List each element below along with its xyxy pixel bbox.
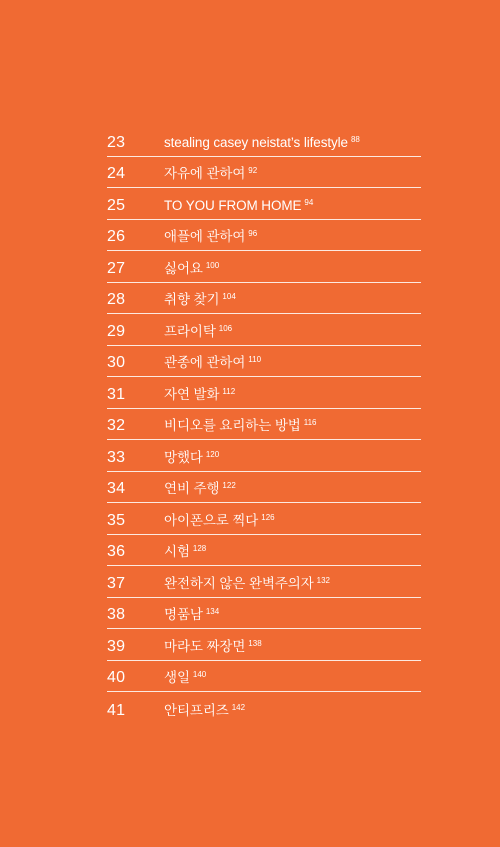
toc-entry — [107, 220, 421, 252]
entry-title-group — [164, 510, 275, 528]
entry-title-group — [164, 195, 313, 213]
entry-number: 32 — [107, 417, 126, 434]
entry-title: stealing casey neistat’s lifestyle — [164, 134, 348, 150]
entry-title: 취향 찾기 — [164, 292, 220, 307]
entry-number: 33 — [107, 448, 126, 466]
toc-entry — [107, 377, 421, 409]
toc-entry — [107, 440, 421, 472]
entry-number: 30 — [107, 354, 126, 371]
entry-title: 시험 — [164, 544, 190, 559]
entry-page-number: 138 — [248, 638, 262, 648]
entry-title: 생일 — [164, 670, 190, 685]
toc-entry — [107, 692, 421, 724]
entry-number: 28 — [107, 291, 126, 308]
entry-number: 26 — [107, 228, 126, 245]
entry-title-group — [164, 258, 219, 276]
entry-title: 자연 발화 — [164, 386, 220, 402]
entry-title: 비디오를 요리하는 방법 — [164, 418, 301, 433]
entry-title: 명품남 — [164, 607, 203, 622]
toc-entry — [107, 598, 421, 630]
toc-entry — [107, 503, 421, 535]
entry-number: 23 — [107, 133, 126, 151]
entry-number: 34 — [107, 480, 126, 497]
entry-page-number: 104 — [222, 292, 236, 301]
entry-title: 망했다 — [164, 449, 203, 465]
entry-title: 애플에 관하여 — [164, 229, 246, 244]
entry-number: 24 — [107, 165, 126, 182]
entry-title: 자유에 관하여 — [164, 166, 246, 181]
entry-number: 29 — [107, 322, 126, 340]
entry-title: TO YOU FROM HOME — [164, 197, 302, 213]
entry-title-group — [164, 478, 236, 496]
entry-number: 36 — [107, 543, 126, 560]
entry-title: 안티프리즈 — [164, 702, 229, 718]
toc-entry — [107, 346, 421, 378]
entry-title: 관종에 관하여 — [164, 355, 246, 370]
toc-entry — [107, 314, 421, 346]
entry-page-number: 112 — [222, 386, 236, 396]
entry-title-group — [164, 352, 261, 370]
toc-entry — [107, 472, 421, 504]
entry-page-number: 94 — [304, 197, 314, 207]
entry-number: 40 — [107, 669, 126, 686]
entry-title: 프라이탁 — [164, 323, 216, 339]
entry-page-number: 140 — [192, 670, 207, 679]
entry-title-group — [164, 289, 236, 307]
table-of-contents — [107, 125, 421, 724]
entry-title-group — [164, 226, 257, 244]
entry-title-group — [164, 132, 360, 150]
entry-page-number: 134 — [205, 607, 220, 616]
toc-entry — [107, 409, 421, 441]
entry-page-number: 126 — [261, 512, 275, 522]
entry-title-group — [164, 573, 330, 591]
toc-entry — [107, 157, 421, 189]
toc-entry — [107, 188, 421, 220]
entry-page-number: 92 — [248, 166, 258, 175]
entry-number: 27 — [107, 259, 126, 277]
entry-title: 완전하지 않은 완벽주의자 — [164, 575, 314, 591]
entry-page-number: 106 — [218, 323, 233, 333]
entry-title-group — [164, 447, 219, 465]
toc-entry — [107, 566, 421, 598]
entry-title-group — [164, 415, 316, 433]
entry-page-number: 120 — [205, 449, 220, 459]
entry-title-group — [164, 163, 257, 181]
entry-page-number: 132 — [316, 575, 331, 585]
entry-number: 25 — [107, 196, 126, 214]
entry-page-number: 110 — [248, 355, 262, 364]
entry-number: 37 — [107, 574, 126, 592]
entry-title: 싫어요 — [164, 260, 203, 276]
entry-page-number: 116 — [303, 418, 317, 427]
entry-title: 아이폰으로 찍다 — [164, 512, 259, 528]
entry-number: 38 — [107, 606, 126, 623]
entry-title: 마라도 짜장면 — [164, 638, 246, 654]
toc-entry — [107, 251, 421, 283]
entry-page-number: 142 — [231, 702, 246, 712]
entry-title-group — [164, 541, 206, 559]
toc-entry — [107, 629, 421, 661]
entry-number: 35 — [107, 511, 126, 529]
entry-page-number: 128 — [192, 544, 207, 553]
entry-page-number: 96 — [248, 229, 258, 238]
entry-title-group — [164, 321, 232, 339]
entry-title: 연비 주행 — [164, 481, 220, 496]
entry-page-number: 88 — [350, 134, 360, 144]
entry-number: 39 — [107, 637, 126, 655]
entry-title-group — [164, 636, 262, 654]
entry-title-group — [164, 667, 206, 685]
toc-entry — [107, 535, 421, 567]
toc-entry — [107, 283, 421, 315]
entry-page-number: 122 — [222, 481, 236, 490]
entry-title-group — [164, 604, 219, 622]
entry-number: 31 — [107, 385, 126, 403]
toc-entry — [107, 661, 421, 693]
entry-number: 41 — [107, 701, 126, 719]
entry-title-group — [164, 384, 235, 402]
entry-title-group — [164, 700, 245, 718]
entry-page-number: 100 — [205, 260, 220, 270]
toc-entry — [107, 125, 421, 157]
